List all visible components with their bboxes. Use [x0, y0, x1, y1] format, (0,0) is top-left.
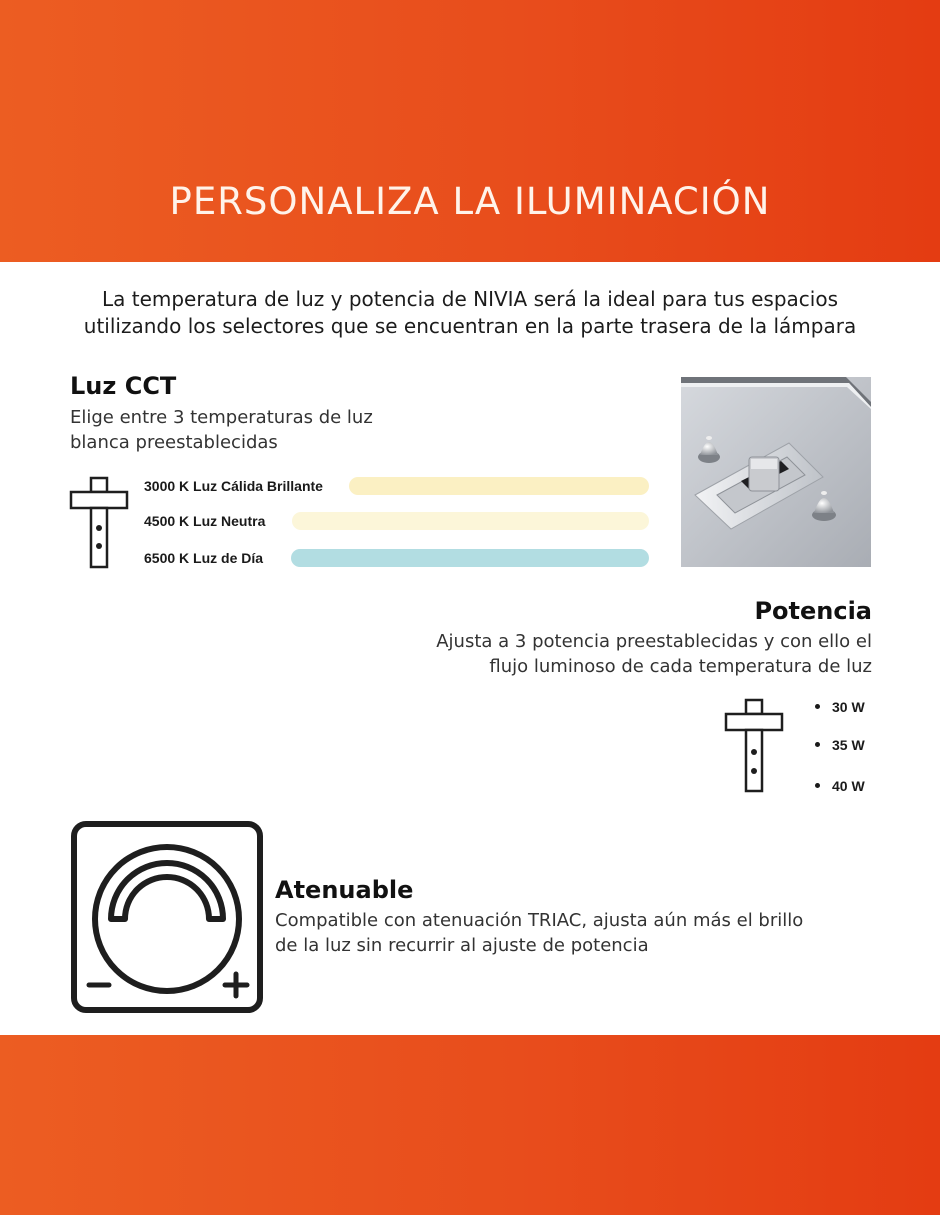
intro-line-1: La temperatura de luz y potencia de NIVIA será la ideal para tus espacios [101, 287, 839, 311]
dimmer-icon [71, 821, 263, 1013]
cct-title: Luz CCT [70, 372, 177, 400]
power-option-40w [815, 778, 865, 794]
cct-option-bar-6500k [291, 549, 649, 567]
bullet-icon [815, 742, 820, 747]
power-option-35w [815, 737, 865, 753]
cct-desc-line-2: blanca preestablecidas [70, 432, 278, 453]
cct-option-label-6500k: 6500 K Luz de Día [144, 550, 264, 566]
bottom-orange-band [0, 1035, 940, 1215]
potencia-description [352, 629, 872, 679]
atenuable-title: Atenuable [275, 876, 414, 904]
power-option-40w-label: 40 W [832, 778, 865, 794]
bullet-icon [815, 783, 820, 788]
cct-option-bar-4500k [292, 512, 649, 530]
cct-selector-switch-icon [69, 476, 129, 570]
potencia-desc-line-2: flujo luminoso de cada temperatura de luz [489, 656, 872, 677]
atenuable-desc-line-1: Compatible con atenuación TRIAC, ajusta aún más el brillo [275, 910, 804, 931]
potencia-title: Potencia [754, 597, 872, 625]
cct-desc-line-1: Elige entre 3 temperaturas de luz [70, 407, 373, 428]
power-option-30w [815, 699, 865, 715]
cct-description [70, 405, 450, 455]
page-title: PERSONALIZA LA ILUMINACIÓN [169, 180, 771, 223]
rear-selector-photo [681, 377, 871, 567]
power-selector-switch-icon [724, 698, 784, 794]
power-option-35w-label: 35 W [832, 737, 865, 753]
cct-option-bar-3000k [349, 477, 649, 495]
power-option-30w-label: 30 W [832, 699, 865, 715]
atenuable-description [275, 908, 895, 958]
intro-text [20, 286, 920, 340]
cct-option-label-3000k: 3000 K Luz Cálida Brillante [144, 478, 323, 494]
bullet-icon [815, 704, 820, 709]
potencia-desc-line-1: Ajusta a 3 potencia preestablecidas y con ello el [436, 631, 872, 652]
cct-option-label-4500k: 4500 K Luz Neutra [144, 513, 266, 529]
atenuable-desc-line-2: de la luz sin recurrir al ajuste de potencia [275, 935, 649, 956]
intro-line-2: utilizando los selectores que se encuentran en la parte trasera de la lámpara [83, 314, 857, 338]
